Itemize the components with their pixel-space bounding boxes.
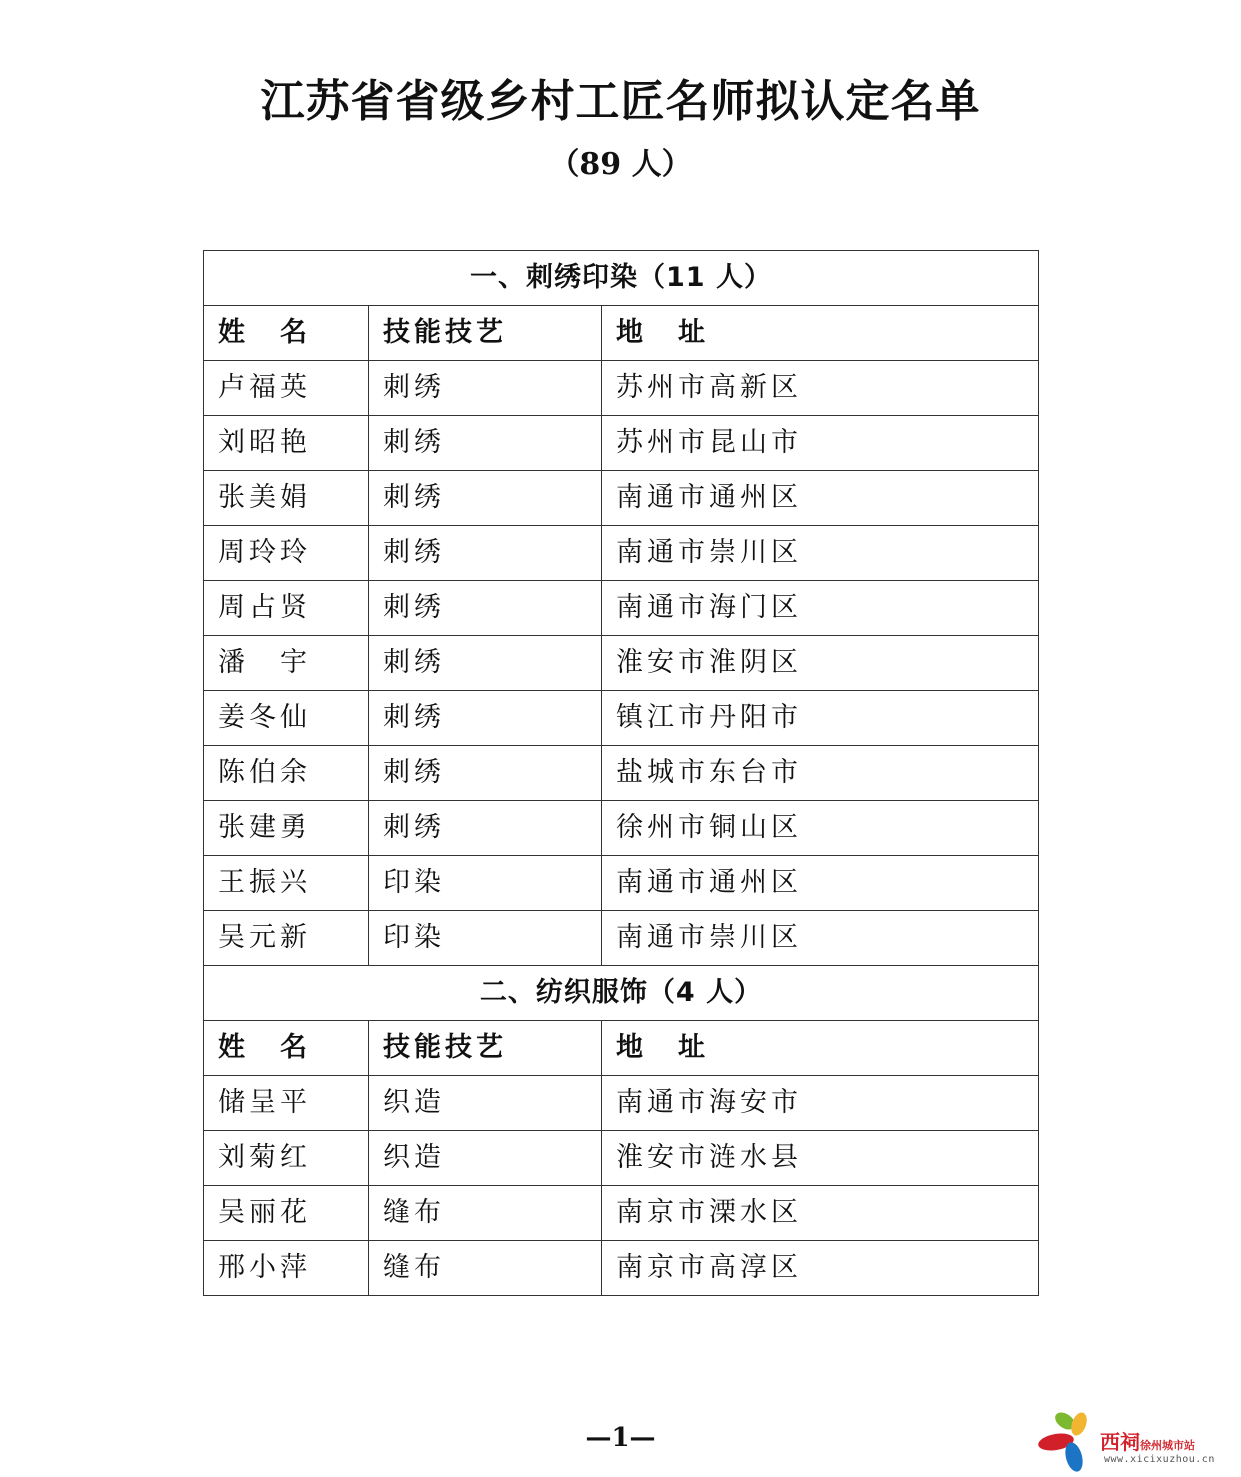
cell-skill: 织造: [369, 1076, 602, 1131]
cell-name: 吴丽花: [204, 1186, 369, 1241]
table-row: [204, 1186, 1039, 1241]
cell-address: 南通市海门区: [602, 581, 1039, 636]
cell-skill: 刺绣: [369, 636, 602, 691]
cell-address: 淮安市淮阴区: [602, 636, 1039, 691]
cell-name: 邢小萍: [204, 1241, 369, 1296]
cell-address: 南京市高淳区: [602, 1241, 1039, 1296]
table-row: [204, 361, 1039, 416]
table-row: [204, 801, 1039, 856]
candidate-table: [203, 250, 1039, 1296]
column-header-skill: 技能技艺: [369, 1021, 602, 1076]
page-number: —1—: [585, 1423, 656, 1453]
section-title: 一、刺绣印染（11 人）: [204, 251, 1039, 306]
logo-petal-blue-icon: [1062, 1440, 1085, 1473]
cell-skill: 刺绣: [369, 416, 602, 471]
section-header-row: [204, 251, 1039, 306]
cell-name: 张美娟: [204, 471, 369, 526]
cell-skill: 刺绣: [369, 691, 602, 746]
cell-name: 潘 宇: [204, 636, 369, 691]
cell-address: 南通市海安市: [602, 1076, 1039, 1131]
watermark-brand: [1100, 1426, 1195, 1455]
cell-skill: 刺绣: [369, 746, 602, 801]
cell-skill: 刺绣: [369, 581, 602, 636]
column-header-skill: 技能技艺: [369, 306, 602, 361]
cell-skill: 缝布: [369, 1186, 602, 1241]
cell-skill: 刺绣: [369, 526, 602, 581]
document-title: 江苏省省级乡村工匠名师拟认定名单: [260, 76, 981, 127]
cell-name: 刘昭艳: [204, 416, 369, 471]
section-title: 二、纺织服饰（4 人）: [204, 966, 1039, 1021]
cell-skill: 刺绣: [369, 471, 602, 526]
cell-name: 陈伯余: [204, 746, 369, 801]
table-row: [204, 691, 1039, 746]
cell-address: 南通市崇川区: [602, 911, 1039, 966]
logo-petal-yellow-icon: [1068, 1410, 1089, 1437]
cell-skill: 印染: [369, 856, 602, 911]
table-row: [204, 1131, 1039, 1186]
watermark-city-text: 徐州城市站: [1140, 1439, 1195, 1452]
cell-address: 盐城市东台市: [602, 746, 1039, 801]
table-row: [204, 856, 1039, 911]
cell-name: 吴元新: [204, 911, 369, 966]
cell-skill: 刺绣: [369, 801, 602, 856]
table-row: [204, 746, 1039, 801]
table-row: [204, 471, 1039, 526]
cell-name: 姜冬仙: [204, 691, 369, 746]
table-row: [204, 416, 1039, 471]
cell-skill: 印染: [369, 911, 602, 966]
table-row: [204, 526, 1039, 581]
cell-address: 南京市溧水区: [602, 1186, 1039, 1241]
table-row: [204, 1076, 1039, 1131]
cell-name: 周玲玲: [204, 526, 369, 581]
document-subtitle: （89 人）: [549, 147, 692, 182]
cell-address: 南通市通州区: [602, 471, 1039, 526]
cell-skill: 刺绣: [369, 361, 602, 416]
column-header-row: [204, 1021, 1039, 1076]
column-header-row: [204, 306, 1039, 361]
table-row: [204, 1241, 1039, 1296]
cell-skill: 织造: [369, 1131, 602, 1186]
cell-address: 徐州市铜山区: [602, 801, 1039, 856]
table-row: [204, 581, 1039, 636]
cell-address: 南通市崇川区: [602, 526, 1039, 581]
cell-name: 卢福英: [204, 361, 369, 416]
column-header-name: 姓 名: [204, 306, 369, 361]
section-header-row: [204, 966, 1039, 1021]
cell-skill: 缝布: [369, 1241, 602, 1296]
cell-address: 镇江市丹阳市: [602, 691, 1039, 746]
cell-name: 王振兴: [204, 856, 369, 911]
cell-name: 张建勇: [204, 801, 369, 856]
watermark-brand-text: 西祠: [1100, 1430, 1140, 1454]
cell-address: 淮安市涟水县: [602, 1131, 1039, 1186]
cell-address: 苏州市昆山市: [602, 416, 1039, 471]
cell-name: 储呈平: [204, 1076, 369, 1131]
column-header-address: 地 址: [602, 306, 1039, 361]
column-header-name: 姓 名: [204, 1021, 369, 1076]
table-row: [204, 911, 1039, 966]
cell-address: 南通市通州区: [602, 856, 1039, 911]
cell-name: 周占贤: [204, 581, 369, 636]
column-header-address: 地 址: [602, 1021, 1039, 1076]
table-row: [204, 636, 1039, 691]
cell-name: 刘菊红: [204, 1131, 369, 1186]
watermark-logo: [1038, 1410, 1238, 1474]
watermark-url: www.xicixuzhou.cn: [1104, 1454, 1215, 1465]
cell-address: 苏州市高新区: [602, 361, 1039, 416]
